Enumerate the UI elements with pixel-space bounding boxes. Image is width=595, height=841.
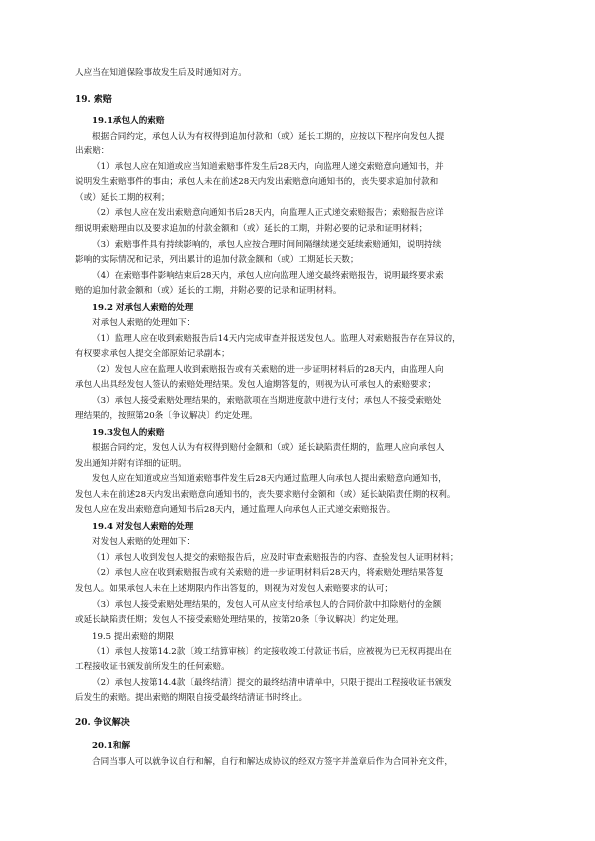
paragraph-line: 有权要求承包人提交全部原始记录副本； [75, 349, 230, 359]
paragraph-line: 发出通知并附有详细的证明。 [75, 459, 187, 469]
intro-line: 人应当在知道保险事故发生后及时通知对方。 [75, 68, 247, 78]
section-19-heading: 19. 索赔 [75, 95, 112, 105]
paragraph-line: 工程接收证书颁发前所发生的任何索赔。 [75, 662, 230, 672]
section-20-1-heading: 20.1和解 [92, 741, 131, 751]
paragraph-line: 发包人应在发出索赔意向通知书后28天内，通过监理人向承包人正式递交索赔报告。 [75, 505, 396, 515]
paragraph-line: 说明发生索赔事件的事由；承包人未在前述28天内发出索赔意向通知书的，丧失要求追加付款和 [75, 177, 439, 187]
paragraph-line: （2）承包人应在发出索赔意向通知书后28天内，向监理人正式递交索赔报告；索赔报告应详 [92, 208, 444, 218]
paragraph-line: 细说明索赔理由以及要求追加的付款金额和（或）延长的工期，并附必要的记录和证明材料； [75, 224, 428, 234]
paragraph-line: 后发生的索赔。提出索赔的期限自接受最终结清证书时终止。 [75, 693, 308, 703]
paragraph-line: 承包人出具经发包人签认的索赔处理结果。发包人逾期答复的，则视为认可承包人的索赔要求； [75, 380, 436, 390]
section-19-5-heading: 19.5 提出索赔的期限 [92, 632, 175, 642]
paragraph-line: （2）承包人应在收到索赔报告或有关索赔的进一步证明材料后28天内，将索赔处理结果答复 [92, 568, 444, 578]
paragraph-line: 对发包人索赔的处理如下： [92, 537, 196, 547]
paragraph-line: 发包人。如果承包人未在上述期限内作出答复的，则视为对发包人索赔要求的认可； [75, 584, 393, 594]
paragraph-line: （1）承包人应在知道或应当知道索赔事件发生后28天内，向监理人递交索赔意向通知书，并 [92, 162, 444, 172]
paragraph-line: （1）承包人按第14.2款〔竣工结算审核〕约定接收竣工付款证书后，应被视为已无权再提出在 [92, 647, 452, 657]
paragraph-line: （2）发包人应在监理人收到索赔报告或有关索赔的进一步证明材料后的28天内，由监理人向 [92, 365, 444, 375]
paragraph-line: （1）承包人收到发包人提交的索赔报告后，应及时审查索赔报告的内容、查验发包人证明材料； [92, 553, 459, 563]
paragraph-line: （3）承包人接受索赔处理结果的，发包人可从应支付给承包人的合同价款中扣除赔付的金额 [92, 600, 442, 610]
paragraph-line: 根据合同约定，发包人认为有权得到赔付金额和（或）延长缺陷责任期的，监理人应向承包人 [92, 443, 445, 453]
paragraph-line: （2）承包人按第14.4款〔最终结清〕提交的最终结清申请单中，只限于提出工程接收证书颁发 [92, 678, 452, 688]
paragraph-line: 对承包人索赔的处理如下： [92, 318, 196, 328]
paragraph-line: 出索赔： [75, 146, 110, 156]
paragraph-line: 发包人未在前述28天内发出索赔意向通知书的，丧失要求赔付金额和（或）延长缺陷责任期的权利。 [75, 490, 456, 500]
section-19-2-heading: 19.2 对承包人索赔的处理 [92, 303, 194, 313]
section-19-3-heading: 19.3发包人的索赔 [92, 428, 165, 438]
paragraph-line: 影响的实际情况和记录，列出累计的追加付款金额和（或）工期延长天数； [75, 255, 359, 265]
paragraph-line: 赔的追加付款金额和（或）延长的工期，并附必要的记录和证明材料。 [75, 286, 342, 296]
paragraph-line: 或延长缺陷责任期；发包人不接受索赔处理结果的，按第20条〔争议解决〕约定处理。 [75, 615, 404, 625]
paragraph-line: 合同当事人可以就争议自行和解，自行和解达成协议的经双方签字并盖章后作为合同补充文件， [92, 757, 453, 767]
paragraph-line: （1）监理人应在收到索赔报告后14天内完成审查并报送发包人。监理人对索赔报告存在异议的， [92, 334, 461, 344]
paragraph-line: （3）索赔事件具有持续影响的，承包人应按合理时间间隔继续递交延续索赔通知，说明持续 [92, 240, 442, 250]
paragraph-line: （3）承包人接受索赔处理结果的，索赔款项在当期进度款中进行支付；承包人不接受索赔处 [92, 396, 442, 406]
paragraph-line: （或）延长工期的权利； [75, 193, 170, 203]
section-19-1-heading: 19.1承包人的索赔 [92, 116, 165, 126]
paragraph-line: 发包人应在知道或应当知道索赔事件发生后28天内通过监理人向承包人提出索赔意向通知书， [92, 474, 447, 484]
paragraph-line: （4）在索赔事件影响结束后28天内，承包人应向监理人递交最终索赔报告，说明最终要求索 [92, 271, 444, 281]
paragraph-line: 理结果的，按照第20条〔争议解决〕约定处理。 [75, 411, 258, 421]
section-19-4-heading: 19.4 对发包人索赔的处理 [92, 522, 194, 532]
paragraph-line: 根据合同约定，承包人认为有权得到追加付款和（或）延长工期的，应按以下程序向发包人提 [92, 132, 445, 142]
section-20-heading: 20. 争议解决 [75, 718, 130, 728]
